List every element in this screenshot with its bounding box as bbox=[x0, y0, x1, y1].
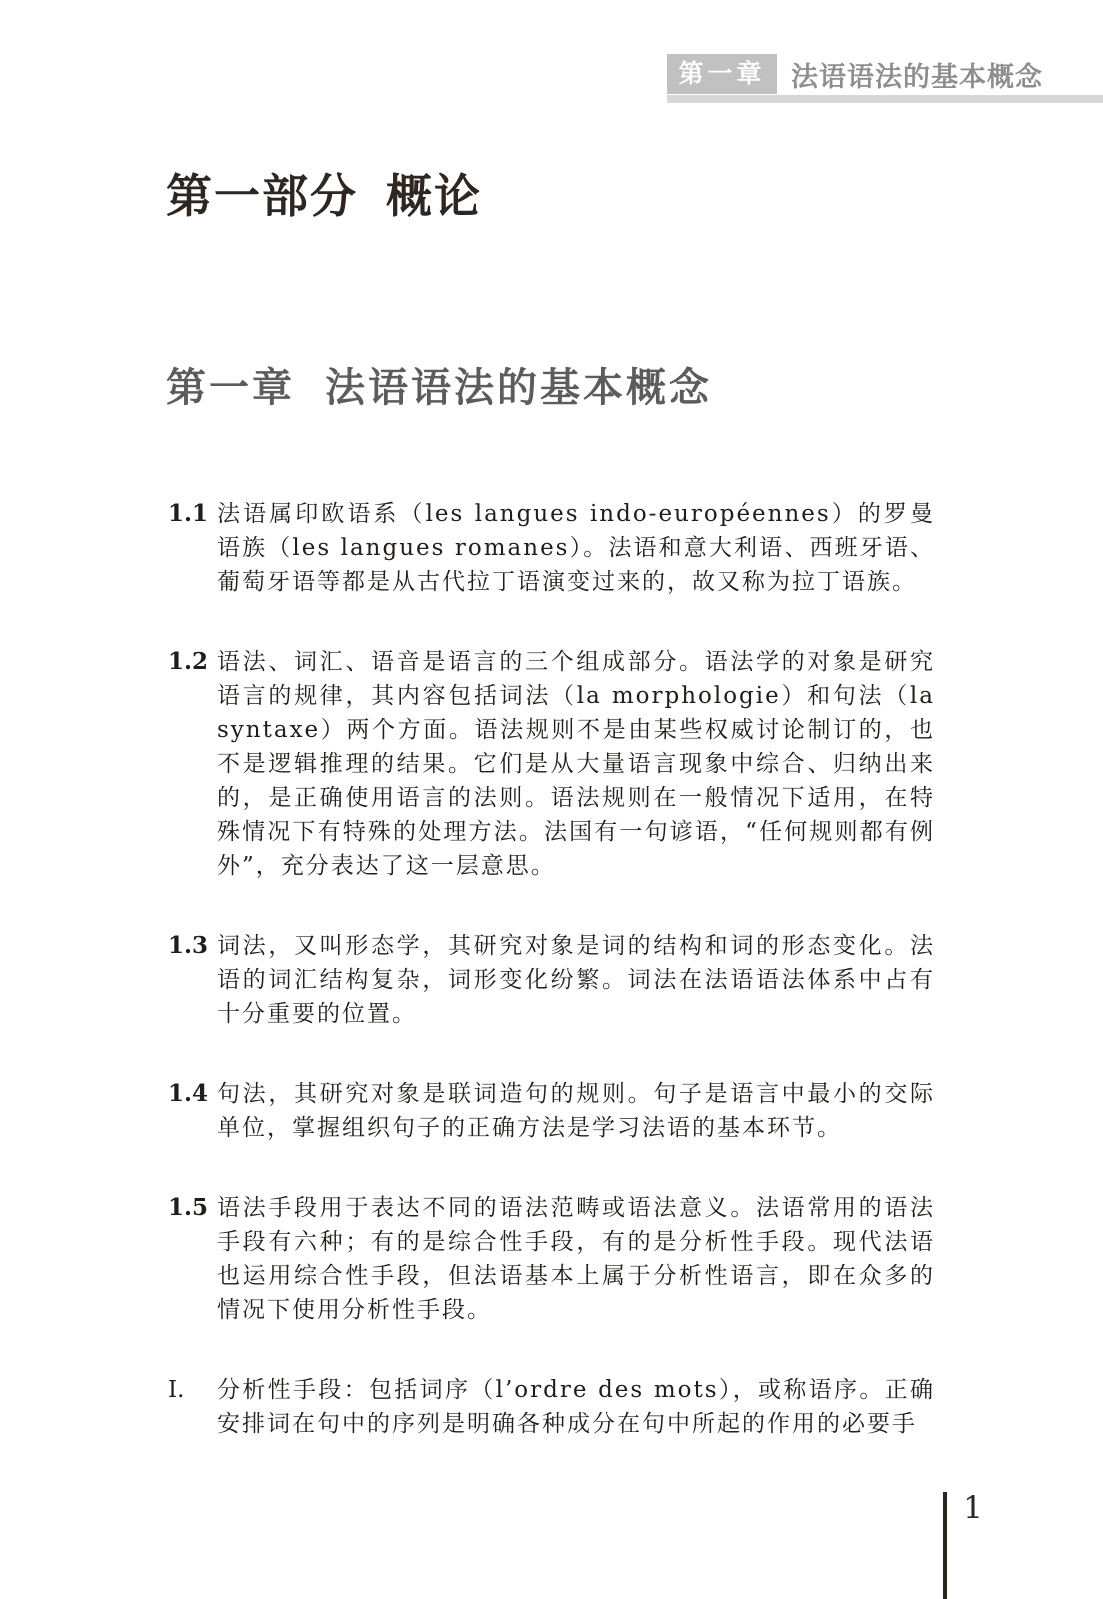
paragraph-1-4 bbox=[168, 1077, 935, 1145]
header-rule bbox=[667, 95, 1103, 103]
paragraph-label: I. bbox=[168, 1377, 185, 1403]
chapter-heading bbox=[166, 356, 712, 413]
paragraph-label: 1.3 bbox=[168, 932, 209, 959]
paragraph-1-3 bbox=[168, 929, 935, 1031]
paragraph-1-1 bbox=[168, 497, 935, 599]
header-chapter-title: 法语语法的基本概念 bbox=[791, 61, 1043, 93]
paragraph-label: 1.1 bbox=[168, 500, 209, 527]
body-text bbox=[168, 497, 935, 1487]
paragraph-item-I bbox=[168, 1373, 935, 1441]
paragraph-label: 1.5 bbox=[168, 1194, 209, 1221]
paragraph-text: 法语属印欧语系（les langues indo-européennes）的罗曼语族（les langues romanes）。法语和意大利语、西班牙语、葡萄牙语等都是从古代拉丁语演变过来的，故又称为拉丁语族。 bbox=[217, 501, 935, 595]
part-title bbox=[166, 160, 482, 226]
chapter-number: 第一章 bbox=[166, 365, 295, 411]
paragraph-label: 1.4 bbox=[168, 1080, 209, 1107]
paragraph-text: 分析性手段：包括词序（l’ordre des mots），或称语序。正确安排词在句中的序列是明确各种成分在句中所起的作用的必要手 bbox=[217, 1377, 935, 1437]
running-header bbox=[667, 54, 1103, 94]
paragraph-1-5 bbox=[168, 1191, 935, 1327]
paragraph-label: 1.2 bbox=[168, 648, 209, 675]
part-name: 概论 bbox=[386, 169, 482, 223]
header-chapter-badge: 第一章 bbox=[667, 54, 777, 94]
paragraph-text: 句法，其研究对象是联词造句的规则。句子是语言中最小的交际单位，掌握组织句子的正确方法是学习法语的基本环节。 bbox=[217, 1081, 935, 1141]
part-number: 第一部分 bbox=[166, 169, 358, 223]
paragraph-1-2 bbox=[168, 645, 935, 883]
paragraph-text: 语法、词汇、语音是语言的三个组成部分。语法学的对象是研究语言的规律，其内容包括词法（la morphologie）和句法（la syntaxe）两个方面。语法规则不是由某些权威讨论制订的，也不是逻辑推理的结果。它们是从大量语言现象中综合、归纳出来的，是正确使用语言的法则。语法规则在一般情况下适用，在特殊情况下有特殊的处理方法。法国有一句谚语，“任何规则都有例外”，充分表达了这一层意思。 bbox=[217, 649, 935, 879]
paragraph-text: 词法，又叫形态学，其研究对象是词的结构和词的形态变化。法语的词汇结构复杂，词形变化纷繁。词法在法语语法体系中占有十分重要的位置。 bbox=[217, 933, 935, 1027]
paragraph-text: 语法手段用于表达不同的语法范畴或语法意义。法语常用的语法手段有六种；有的是综合性手段，有的是分析性手段。现代法语也运用综合性手段，但法语基本上属于分析性语言，即在众多的情况下使用分析性手段。 bbox=[217, 1195, 935, 1323]
chapter-name: 法语语法的基本概念 bbox=[325, 365, 712, 411]
folio-rule bbox=[943, 1492, 947, 1599]
page-number: 1 bbox=[963, 1490, 983, 1526]
